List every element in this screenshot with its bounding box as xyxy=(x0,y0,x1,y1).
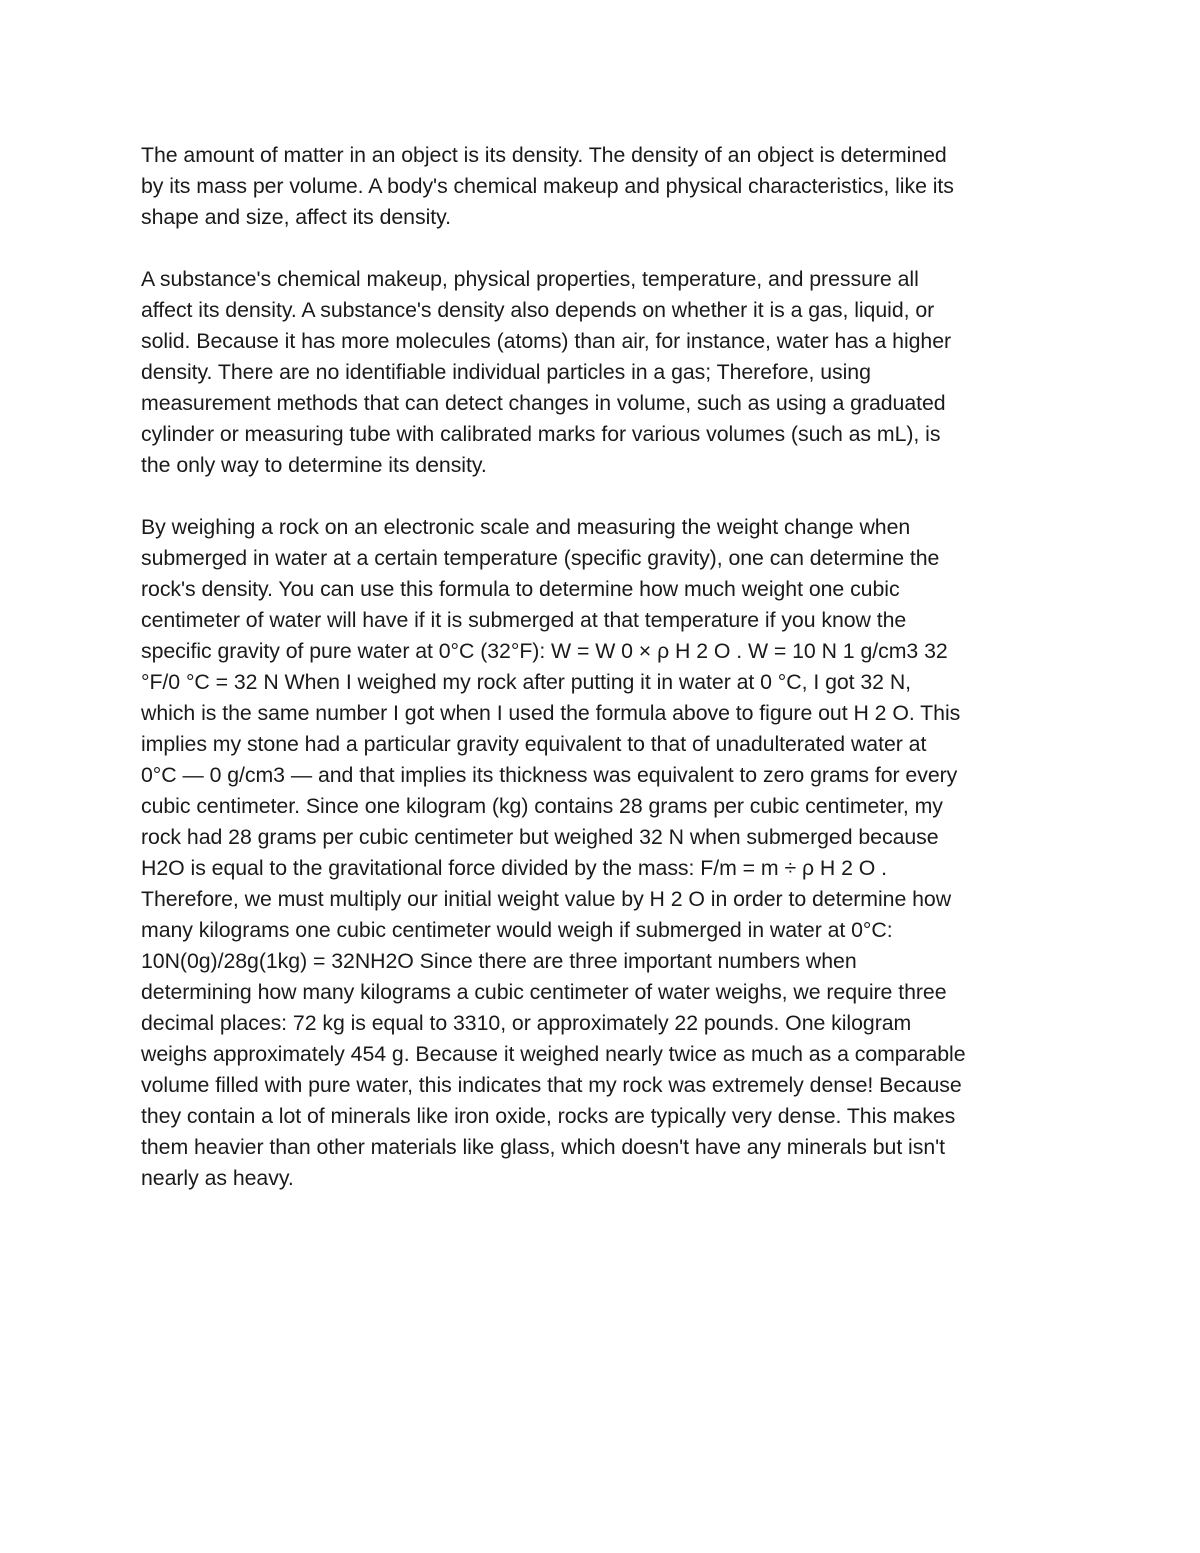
document-body xyxy=(141,140,1066,1225)
paragraph-density-factors: A substance's chemical makeup, physical properties, temperature, and pressure all affect its density. A substance's density also depends on whether it is a gas, liquid, or solid. Because it has more molecules (atoms) than air, for instance, water has a higher density. There are no identifiable individual particles in a gas; Therefore, using measurement methods that can detect changes in volume, such as using a graduated cylinder or measuring tube with calibrated marks for various volumes (such as mL), is the only way to determine its density. xyxy=(141,267,952,477)
paragraph-rock-density: By weighing a rock on an electronic scale and measuring the weight change when submerged in water at a certain temperature (specific gravity), one can determine the rock's density. You can use this formula to determine how much weight one cubic centimeter of water will have if it is submerged at that temperature if you know the specific gravity of pure water at 0°C (32°F): W = W 0 × ρ H 2 O . W = 10 N 1 g/cm3 32 °F/0 °C = 32 N When I weighed my rock after putting it in water at 0 °C, I got 32 N, which is the same number I got when I used the formula above to figure out H 2 O. This implies my stone had a particular gravity equivalent to that of unadulterated water at 0°C — 0 g/cm3 — and that implies its thickness was equivalent to zero grams for every cubic centimeter. Since one kilogram (kg) contains 28 grams per cubic centimeter, my rock had 28 grams per cubic centimeter but weighed 32 N when submerged because H2O is equal to the gravitational force divided by the mass: F/m = m ÷ ρ H 2 O . Therefore, we must multiply our initial weight value by H 2 O in order to determine how many kilograms one cubic centimeter would weigh if submerged in water at 0°C: 10N(0g)/28g(1kg) = 32NH2O Since there are three important numbers when determining how many kilograms a cubic centimeter of water weighs, we require three decimal places: 72 kg is equal to 3310, or approximately 22 pounds. One kilogram weighs approximately 454 g. Because it weighed nearly twice as much as a comparable volume filled with pure water, this indicates that my rock was extremely dense! Because they contain a lot of minerals like iron oxide, rocks are typically very dense. This makes them heavier than other materials like glass, which doesn't have any minerals but isn't nearly as heavy. xyxy=(141,515,966,1190)
paragraph-density-definition: The amount of matter in an object is its density. The density of an object is determined by its mass per volume. A body's chemical makeup and physical characteristics, like its shape and size, affect its density. xyxy=(141,143,954,229)
